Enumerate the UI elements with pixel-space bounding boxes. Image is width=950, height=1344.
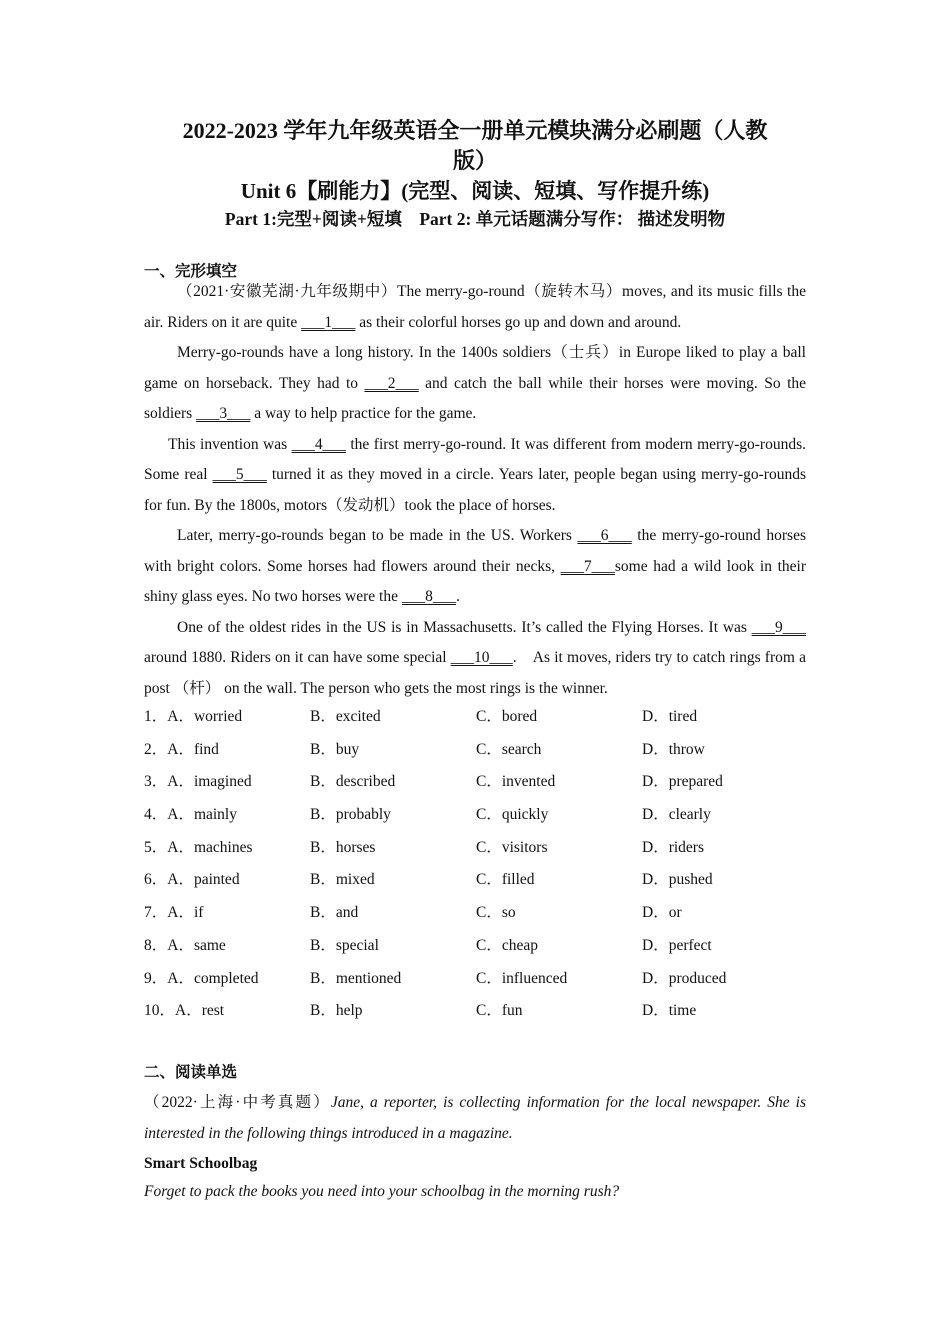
section-heading-cloze: 一、完形填空 (144, 263, 238, 280)
option-9-a[interactable]: 9．A．completed (144, 969, 259, 987)
option-3-a[interactable]: 3．A．imagined (144, 773, 252, 791)
option-8-b[interactable]: B．special (310, 936, 379, 954)
option-1-d[interactable]: D．tired (642, 708, 698, 725)
answer-options (144, 700, 824, 1027)
cloze-paragraph-2: Merry-go-rounds have a long history. In the 1400s soldiers（士兵）in Europe liked to play a ball game on horseback. They had to ___2___ and catch the ball while their horses were moving. So the soldiers ___3___ a way to help practice for the game. (144, 344, 806, 422)
option-row-1 (144, 700, 824, 733)
option-10-b[interactable]: B．help (310, 1002, 363, 1020)
cloze-paragraph-1: （2021·安徽芜湖·九年级期中）The merry-go-round（旋转木马）moves, and its music fills the air. Riders on it are quite ___1___ as their colorful horses go up and down and around. (144, 283, 806, 331)
option-row-3 (144, 765, 824, 798)
option-row-9 (144, 962, 824, 995)
section-heading-reading: 二、阅读单选 (144, 1064, 238, 1081)
option-6-b[interactable]: B．mixed (310, 871, 375, 889)
option-10-d[interactable]: D．time (642, 1002, 697, 1020)
option-9-b[interactable]: B．mentioned (310, 969, 402, 987)
option-8-d[interactable]: D．perfect (642, 936, 712, 954)
option-9-c[interactable]: C．influenced (476, 969, 568, 987)
blank-2[interactable]: ___2___ (364, 374, 419, 392)
option-9-d[interactable]: D．produced (642, 969, 727, 987)
reading-intro (144, 1088, 806, 1149)
option-7-b[interactable]: B．and (310, 904, 359, 922)
option-row-8 (144, 929, 824, 962)
blank-1[interactable]: ___1___ (301, 313, 356, 331)
option-8-c[interactable]: C．cheap (476, 936, 538, 954)
blank-6[interactable]: ___6___ (577, 527, 632, 544)
option-row-10 (144, 994, 824, 1027)
option-5-c[interactable]: C．visitors (476, 838, 548, 856)
option-6-a[interactable]: 6．A．painted (144, 871, 240, 889)
option-row-4 (144, 798, 824, 831)
option-row-7 (144, 896, 824, 929)
blank-9[interactable]: ___9___ (751, 618, 806, 636)
option-row-6 (144, 863, 824, 896)
option-8-a[interactable]: 8．A．same (144, 936, 226, 954)
parts-subtitle: Part 1:完型+阅读+短填 Part 2: 单元话题满分写作： 描述发明物 (224, 209, 726, 229)
option-row-5 (144, 831, 824, 864)
option-10-a[interactable]: 10．A．rest (144, 1002, 225, 1020)
option-10-c[interactable]: C．fun (476, 1002, 523, 1020)
document-title: 2022-2023 学年九年级英语全一册单元模块满分必刷题（人教 版） (182, 118, 768, 173)
cloze-paragraph-3: This invention was ___4___ the first merry-go-round. It was different from modern merry-go-rounds. Some real ___5___ turned it as they moved in a circle. Years later, people began using merry-go-rounds for fun. By the 1800s, motors（发动机）took the place of horses. (144, 435, 806, 514)
reading-subtitle: Smart Schoolbag (144, 1155, 258, 1172)
blank-5[interactable]: ___5___ (212, 466, 267, 483)
option-6-d[interactable]: D．pushed (642, 871, 713, 889)
option-3-b[interactable]: B．described (310, 773, 396, 791)
option-5-b[interactable]: B．horses (310, 838, 376, 856)
unit-subtitle: Unit 6【刷能力】(完型、阅读、短填、写作提升练) (240, 179, 710, 203)
option-2-b[interactable]: B．buy (310, 740, 360, 758)
reading-source: （2022·上海·中考真题） (144, 1094, 331, 1111)
reading-subtext: Forget to pack the books you need into your schoolbag in the morning rush? (144, 1183, 620, 1200)
option-2-d[interactable]: D．throw (642, 740, 705, 758)
option-5-d[interactable]: D．riders (642, 838, 704, 856)
option-2-c[interactable]: C．search (476, 740, 542, 758)
option-2-a[interactable]: 2．A．find (144, 740, 219, 758)
blank-7[interactable]: ___7___ (560, 557, 615, 575)
option-1-c[interactable]: C．bored (476, 708, 538, 725)
option-4-a[interactable]: 4．A．mainly (144, 806, 237, 824)
option-6-c[interactable]: C．filled (476, 871, 535, 889)
blank-4[interactable]: ___4___ (291, 435, 346, 453)
reading-intro-text: Jane, a reporter, is collecting information for the local newspaper. She is interested in the following things introduced in a magazine. (144, 1094, 806, 1142)
option-3-c[interactable]: C．invented (476, 773, 556, 791)
blank-10[interactable]: ___10___ (450, 649, 513, 666)
option-5-a[interactable]: 5．A．machines (144, 838, 253, 856)
option-4-d[interactable]: D．clearly (642, 806, 711, 824)
option-3-d[interactable]: D．prepared (642, 773, 723, 791)
option-1-a[interactable]: 1．A．worried (144, 708, 243, 725)
blank-3[interactable]: ___3___ (196, 405, 251, 422)
blank-8[interactable]: ___8___ (401, 588, 457, 605)
cloze-paragraph-4: Later, merry-go-rounds began to be made in the US. Workers ___6___ the merry-go-round horses with bright colors. Some horses had flowers around their necks, ___7___some had a wild look in their shiny glass eyes. No two horses were the ___8___. (144, 527, 806, 605)
option-4-b[interactable]: B．probably (310, 806, 391, 824)
option-row-2 (144, 733, 824, 766)
option-7-d[interactable]: D．or (642, 904, 682, 922)
option-7-a[interactable]: 7．A．if (144, 904, 204, 922)
option-1-b[interactable]: B．excited (310, 708, 381, 725)
option-4-c[interactable]: C．quickly (476, 806, 549, 824)
option-7-c[interactable]: C．so (476, 904, 516, 922)
cloze-paragraph-5: One of the oldest rides in the US is in Massachusetts. It’s called the Flying Horses. It was ___9___ around 1880. Riders on it can have some special ___10___. As it moves, riders try to catch rings from a post （杆） on the wall. The person who gets the most rings is the winner. (144, 618, 806, 697)
cloze-passage (144, 277, 806, 704)
